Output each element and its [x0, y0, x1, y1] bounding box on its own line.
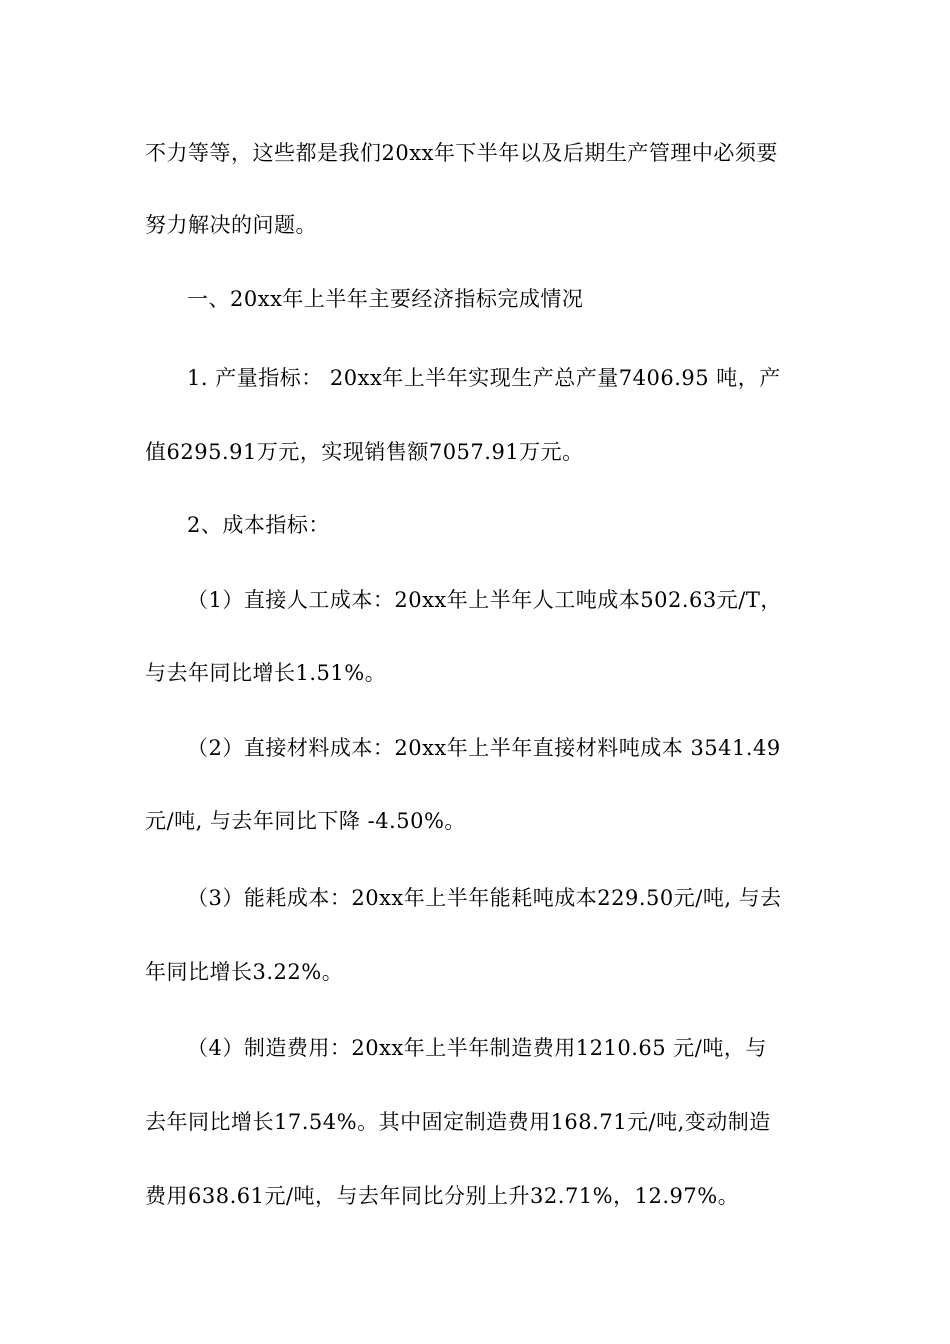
paragraph-line: 与去年同比增长1.51%。 — [145, 661, 387, 685]
paragraph-line: 1. 产量指标： 20xx年上半年实现生产总产量7406.95 吨，产 — [187, 366, 781, 390]
paragraph-line: 元/吨, 与去年同比下降 -4.50%。 — [145, 809, 466, 833]
paragraph-line: （2）直接材料成本：20xx年上半年直接材料吨成本 3541.49 — [187, 736, 781, 760]
paragraph-line: 值6295.91万元，实现销售额7057.91万元。 — [145, 440, 584, 464]
paragraph-line: 年同比增长3.22%。 — [145, 960, 344, 984]
paragraph-line: 去年同比增长17.54%。其中固定制造费用168.71元/吨,变动制造 — [145, 1110, 771, 1134]
paragraph-line: 不力等等，这些都是我们20xx年下半年以及后期生产管理中必须要 — [145, 141, 778, 165]
paragraph-line: （3）能耗成本：20xx年上半年能耗吨成本229.50元/吨, 与去 — [187, 886, 782, 910]
paragraph-line: 努力解决的问题。 — [145, 213, 317, 237]
paragraph-line: （4）制造费用：20xx年上半年制造费用1210.65 元/吨，与 — [187, 1036, 767, 1060]
paragraph-line: 费用638.61元/吨，与去年同比分别上升32.71%，12.97%。 — [145, 1184, 740, 1208]
section-heading: 一、20xx年上半年主要经济指标完成情况 — [187, 287, 584, 311]
subsection-heading: 2、成本指标： — [187, 513, 330, 537]
paragraph-line: （1）直接人工成本：20xx年上半年人工吨成本502.63元/T， — [187, 588, 782, 612]
